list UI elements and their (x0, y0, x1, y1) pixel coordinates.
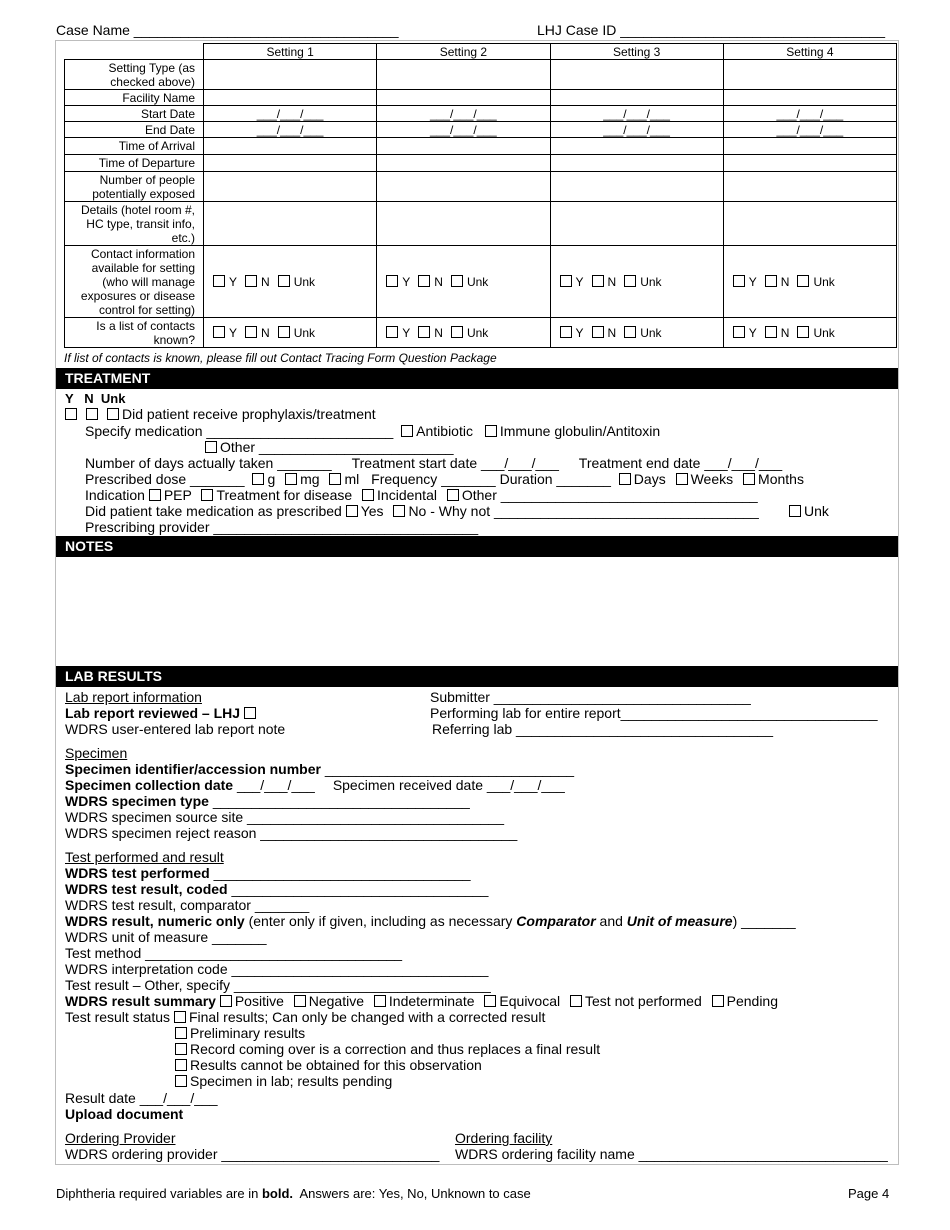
accession-number-row[interactable]: Specimen identifier/accession number ________________________________ (65, 761, 575, 777)
setting-type-cell[interactable] (204, 60, 377, 90)
time-arrival-cell[interactable] (550, 138, 723, 155)
notes-area[interactable] (56, 557, 898, 663)
contact-info-label: Contact information available for setting (who will manage exposures or disease control for setting) (65, 246, 204, 318)
specimen-heading: Specimen (65, 745, 128, 761)
lab-report-info-heading: Lab report information (65, 689, 202, 705)
contact-info-options: Y N Unk (723, 246, 896, 318)
collection-date-row[interactable]: Specimen collection date ___/___/___ Specimen received date ___/___/___ (65, 777, 565, 793)
medication-other (205, 439, 454, 455)
user-entered-note-field[interactable]: WDRS user-entered lab report note (65, 721, 286, 737)
start-date-label: Start Date (65, 106, 204, 122)
prescribing-provider-field[interactable]: Prescribing provider __________________________________ (85, 519, 479, 535)
time-departure-label: Time of Departure (65, 155, 204, 172)
status-correction: Record coming over is a correction and thus replaces a final result (175, 1041, 600, 1057)
checkbox-immune-globulin[interactable] (485, 425, 497, 437)
checkbox-indication-other[interactable] (447, 489, 459, 501)
people-exposed-cell[interactable] (204, 172, 377, 202)
checkbox-no[interactable] (393, 505, 405, 517)
time-departure-cell[interactable] (550, 155, 723, 172)
checkbox-yes[interactable] (560, 326, 572, 338)
lab-report-reviewed: Lab report reviewed – LHJ (65, 705, 259, 721)
facility-name-label: Facility Name (65, 90, 204, 106)
checkbox-g[interactable] (252, 473, 264, 485)
checkbox-reviewed[interactable] (244, 707, 256, 719)
contact-info-options: Y N Unk (377, 246, 550, 318)
frequency-field[interactable]: Frequency _______ (371, 471, 496, 487)
time-arrival-cell[interactable] (377, 138, 550, 155)
checkbox-pending[interactable] (712, 995, 724, 1007)
time-departure-cell[interactable] (204, 155, 377, 172)
checkbox-no[interactable] (765, 275, 777, 287)
lhj-case-id-field[interactable]: LHJ Case ID __________________________________ (537, 22, 885, 38)
setting-type-cell[interactable] (550, 60, 723, 90)
people-exposed-cell[interactable] (377, 172, 550, 202)
numeric-result-row[interactable]: WDRS result, numeric only (enter only if given, including as necessary Comparator and Unit of measure) _______ (65, 913, 796, 929)
start-date-cell[interactable]: ___/___/___ (723, 106, 896, 122)
people-exposed-cell[interactable] (723, 172, 896, 202)
checkbox-ml[interactable] (329, 473, 341, 485)
checkbox-pep[interactable] (149, 489, 161, 501)
checkbox-yes[interactable] (733, 326, 745, 338)
test-method-field[interactable]: Test method _________________________________ (65, 945, 403, 961)
upload-document[interactable]: Upload document (65, 1106, 184, 1122)
checkbox-yes[interactable] (386, 275, 398, 287)
checkbox-final-results[interactable] (174, 1011, 186, 1023)
checkbox-in-lab[interactable] (175, 1075, 187, 1087)
setting-4-header: Setting 4 (723, 44, 896, 60)
prophylaxis-question: Did patient receive prophylaxis/treatment (65, 406, 376, 422)
checkbox-no[interactable] (418, 326, 430, 338)
checkbox-antibiotic[interactable] (401, 425, 413, 437)
checkbox-treatment-for-disease[interactable] (201, 489, 213, 501)
time-departure-cell[interactable] (723, 155, 896, 172)
checkbox-days[interactable] (619, 473, 631, 485)
end-date-cell[interactable]: ___/___/___ (204, 122, 377, 138)
unit-of-measure-field[interactable]: WDRS unit of measure _______ (65, 929, 267, 945)
checkbox-weeks[interactable] (676, 473, 688, 485)
details-cell[interactable] (723, 202, 896, 246)
interpretation-code-field[interactable]: WDRS interpretation code _________________________________ (65, 961, 489, 977)
duration-field[interactable]: Duration _______ (499, 471, 611, 487)
checkbox-no[interactable] (765, 326, 777, 338)
test-result-other-field[interactable]: Test result – Other, specify _________________________________ (65, 977, 491, 993)
contact-list-label: Is a list of contacts known? (65, 318, 204, 348)
checkbox-no[interactable] (592, 275, 604, 287)
submitter-field[interactable]: Submitter _________________________________ (430, 689, 751, 705)
days-taken-row (85, 455, 782, 471)
checkbox-unk[interactable] (278, 326, 290, 338)
facility-name-cell[interactable] (377, 90, 550, 106)
checkbox-preliminary[interactable] (175, 1027, 187, 1039)
comparator-field[interactable]: WDRS test result, comparator _______ (65, 897, 310, 913)
indication-other-field[interactable]: Other _________________________________ (461, 487, 758, 503)
status-preliminary: Preliminary results (175, 1025, 305, 1041)
setting-type-label: Setting Type (as checked above) (65, 60, 204, 90)
checkbox-mg[interactable] (285, 473, 297, 485)
treatment-end-date[interactable]: Treatment end date ___/___/___ (578, 455, 783, 471)
checkbox-incidental[interactable] (362, 489, 374, 501)
start-date-cell[interactable]: ___/___/___ (377, 106, 550, 122)
start-date-cell[interactable]: ___/___/___ (204, 106, 377, 122)
checkbox-yes[interactable] (213, 275, 225, 287)
ordering-provider-field[interactable]: WDRS ordering provider ____________________________ (65, 1146, 440, 1162)
checkbox-indeterminate[interactable] (374, 995, 386, 1007)
contact-list-options: Y N Unk (723, 318, 896, 348)
checkbox-positive[interactable] (220, 995, 232, 1007)
checkbox-test-not-performed[interactable] (570, 995, 582, 1007)
test-result-status-row: Test result status Final results; Can only be changed with a corrected result (65, 1009, 546, 1025)
lab-results-section-header: LAB RESULTS (56, 666, 898, 687)
checkbox-unk[interactable] (278, 275, 290, 287)
checkbox-unk[interactable] (624, 275, 636, 287)
prescribed-dose-field[interactable]: Prescribed dose _______ (85, 471, 245, 487)
days-taken-field[interactable]: Number of days actually taken _______ (85, 455, 332, 471)
time-arrival-cell[interactable] (723, 138, 896, 155)
performing-lab-field[interactable]: Performing lab for entire report_________________________________ (430, 705, 878, 721)
setting-2-header: Setting 2 (377, 44, 550, 60)
people-exposed-cell[interactable] (550, 172, 723, 202)
checkbox-unk[interactable] (797, 275, 809, 287)
end-date-cell[interactable]: ___/___/___ (377, 122, 550, 138)
page-number: Page 4 (848, 1186, 890, 1201)
facility-name-cell[interactable] (550, 90, 723, 106)
result-date-field[interactable]: Result date ___/___/___ (65, 1090, 218, 1106)
details-cell[interactable] (204, 202, 377, 246)
ordering-facility-heading: Ordering facility (455, 1130, 553, 1146)
test-performed-row[interactable]: WDRS test performed _________________________________ (65, 865, 471, 881)
specimen-reject-field[interactable]: WDRS specimen reject reason _________________________________ (65, 825, 518, 841)
settings-table (64, 43, 897, 348)
checkbox-yes[interactable] (65, 408, 77, 420)
status-cannot-obtain: Results cannot be obtained for this observation (175, 1057, 482, 1073)
specify-medication-field[interactable]: Specify medication ________________________ (85, 423, 394, 439)
end-date-cell[interactable]: ___/___/___ (723, 122, 896, 138)
end-date-cell[interactable]: ___/___/___ (550, 122, 723, 138)
checkbox-yes[interactable] (346, 505, 358, 517)
checkbox-unk[interactable] (624, 326, 636, 338)
checkbox-yes[interactable] (560, 275, 572, 287)
time-arrival-label: Time of Arrival (65, 138, 204, 155)
contact-info-options: Y N Unk (204, 246, 377, 318)
details-cell[interactable] (550, 202, 723, 246)
test-result-coded-row[interactable]: WDRS test result, coded _________________________________ (65, 881, 489, 897)
contact-tracing-note: If list of contacts is known, please fill out Contact Tracing Form Question Package (64, 351, 497, 365)
checkbox-equivocal[interactable] (484, 995, 496, 1007)
checkbox-unk[interactable] (797, 326, 809, 338)
indication-row: Indication PEP Treatment for disease Incidental Other _________________________________ (85, 487, 758, 503)
checkbox-no[interactable] (86, 408, 98, 420)
facility-name-cell[interactable] (204, 90, 377, 106)
time-arrival-cell[interactable] (204, 138, 377, 155)
checkbox-unk[interactable] (789, 505, 801, 517)
ynu-legend: Y N Unk (65, 391, 126, 406)
other-medication-field[interactable]: Other _________________________ (220, 439, 454, 455)
details-label: Details (hotel room #, HC type, transit info, etc.) (65, 202, 204, 246)
specify-medication: Specify medication ________________________ Antibiotic Immune globulin/Antitoxin (85, 423, 661, 439)
checkbox-cannot-obtain[interactable] (175, 1059, 187, 1071)
end-date-label: End Date (65, 122, 204, 138)
dose-row: Prescribed dose _______ g mg ml Frequency _______ Duration _______ Days Weeks Months (85, 471, 804, 487)
contact-list-options: Y N Unk (377, 318, 550, 348)
checkbox-unk[interactable] (451, 326, 463, 338)
checkbox-months[interactable] (743, 473, 755, 485)
test-performed-heading: Test performed and result (65, 849, 224, 865)
checkbox-negative[interactable] (294, 995, 306, 1007)
ordering-provider-heading: Ordering Provider (65, 1130, 176, 1146)
checkbox-no[interactable] (592, 326, 604, 338)
setting-type-cell[interactable] (377, 60, 550, 90)
specimen-source-field[interactable]: WDRS specimen source site _________________________________ (65, 809, 504, 825)
ordering-facility-field[interactable]: WDRS ordering facility name ________________________________ (455, 1146, 888, 1162)
checkbox-yes[interactable] (213, 326, 225, 338)
case-name-field[interactable]: Case Name __________________________________ (56, 22, 399, 38)
take-as-prescribed-row: Did patient take medication as prescribed Yes No - Why not __________________________________ (85, 503, 759, 519)
treatment-section-header: TREATMENT (56, 368, 898, 389)
checkbox-correction[interactable] (175, 1043, 187, 1055)
contact-list-options: Y N Unk (550, 318, 723, 348)
setting-3-header: Setting 3 (550, 44, 723, 60)
contact-list-options: Y N Unk (204, 318, 377, 348)
setting-1-header: Setting 1 (204, 44, 377, 60)
treatment-start-date[interactable]: Treatment start date ___/___/___ (351, 455, 559, 471)
notes-section-header: NOTES (56, 536, 898, 557)
people-exposed-label: Number of people potentially exposed (65, 172, 204, 202)
setting-type-cell[interactable] (723, 60, 896, 90)
take-unk: Unk (789, 503, 829, 519)
checkbox-other[interactable] (205, 441, 217, 453)
why-not-field[interactable]: No - Why not __________________________________ (408, 503, 759, 519)
referring-lab-field[interactable]: Referring lab _________________________________ (432, 721, 773, 737)
result-summary-row: WDRS result summary Positive Negative Indeterminate Equivocal Test not performed Pending (65, 993, 779, 1009)
contact-info-options: Y N Unk (550, 246, 723, 318)
checkbox-unk[interactable] (451, 275, 463, 287)
details-cell[interactable] (377, 202, 550, 246)
time-departure-cell[interactable] (377, 155, 550, 172)
footer-note: Diphtheria required variables are in bold. Answers are: Yes, No, Unknown to case (56, 1186, 531, 1201)
checkbox-unk[interactable] (107, 408, 119, 420)
specimen-type-row[interactable]: WDRS specimen type _________________________________ (65, 793, 470, 809)
checkbox-no[interactable] (245, 275, 257, 287)
checkbox-no[interactable] (245, 326, 257, 338)
checkbox-yes[interactable] (386, 326, 398, 338)
facility-name-cell[interactable] (723, 90, 896, 106)
start-date-cell[interactable]: ___/___/___ (550, 106, 723, 122)
status-in-lab: Specimen in lab; results pending (175, 1073, 392, 1089)
checkbox-no[interactable] (418, 275, 430, 287)
checkbox-yes[interactable] (733, 275, 745, 287)
